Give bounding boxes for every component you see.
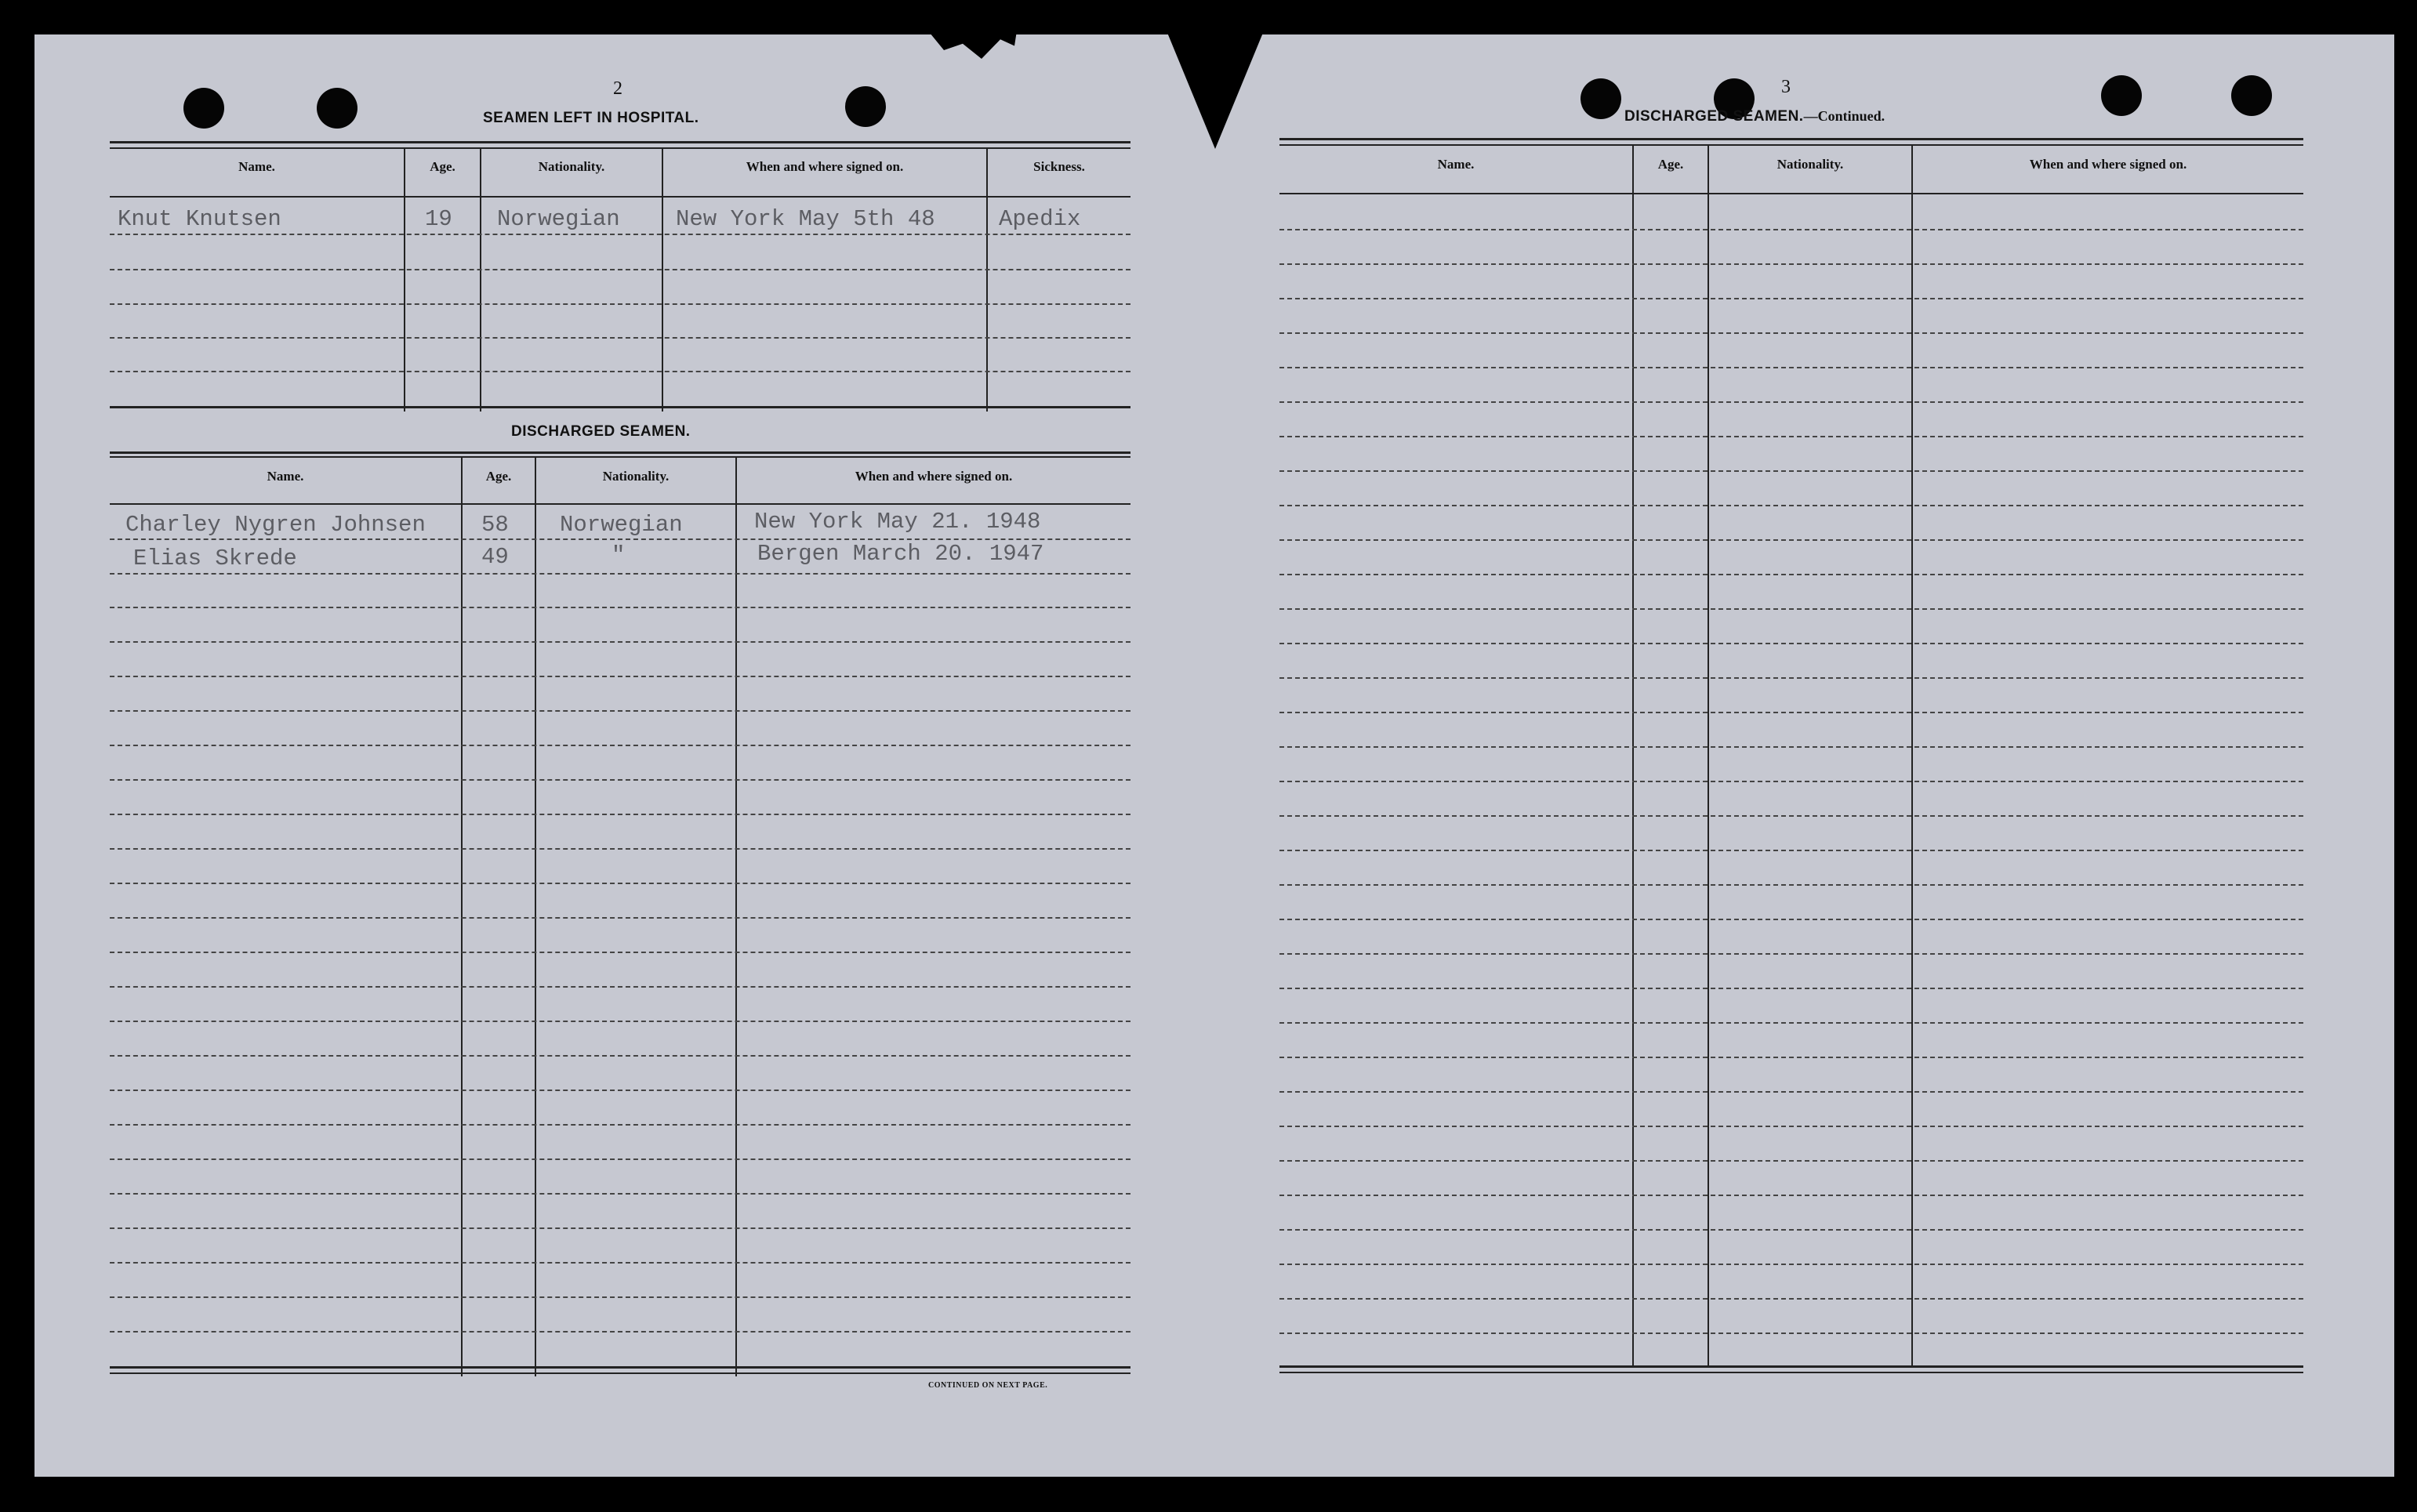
page-number: 3 xyxy=(1781,77,1791,97)
column-header-sickness: Sickness. xyxy=(1033,159,1085,174)
punch-hole xyxy=(2231,75,2272,116)
hospital-section-title: SEAMEN LEFT IN HOSPITAL. xyxy=(483,110,699,126)
table-cell-name: Knut Knutsen xyxy=(118,206,281,232)
column-header-signed-on: When and where signed on. xyxy=(855,469,1013,484)
discharged-section-title: DISCHARGED SEAMEN. xyxy=(511,423,691,440)
discharged-table xyxy=(110,451,1130,1376)
table-cell-name: Charley Nygren Johnsen xyxy=(125,512,426,538)
column-header-name: Name. xyxy=(267,469,304,484)
table-cell-nationality: Norwegian xyxy=(560,512,683,538)
table-cell-signed-on: New York May 21. 1948 xyxy=(754,509,1041,535)
column-header-age: Age. xyxy=(1657,157,1684,172)
table-cell-nationality: Norwegian xyxy=(497,206,620,232)
hospital-table xyxy=(110,141,1130,412)
table-cell-age: 49 xyxy=(481,544,509,570)
table-cell-sickness: Apedix xyxy=(999,206,1081,232)
continued-label: —Continued. xyxy=(1803,108,1885,124)
discharged-title-text: DISCHARGED SEAMEN. xyxy=(1624,108,1804,125)
discharged-continued-title xyxy=(1624,108,1885,125)
continued-footer: CONTINUED ON NEXT PAGE. xyxy=(928,1381,1048,1390)
column-header-name: Name. xyxy=(1437,157,1475,172)
punch-hole xyxy=(2101,75,2142,116)
table-cell-age: 19 xyxy=(425,206,452,232)
binding-notch xyxy=(1160,16,1270,149)
punch-hole xyxy=(183,88,224,129)
table-cell-age: 58 xyxy=(481,512,509,538)
column-header-nationality: Nationality. xyxy=(538,159,605,174)
table-cell-signed-on: New York May 5th 48 xyxy=(676,206,935,232)
table-cell-signed-on: Bergen March 20. 1947 xyxy=(757,541,1044,567)
table-cell-name: Elias Skrede xyxy=(133,546,297,571)
column-header-name: Name. xyxy=(238,159,275,174)
column-header-nationality: Nationality. xyxy=(602,469,670,484)
discharged-continued-table xyxy=(1279,138,2303,1384)
page-number: 2 xyxy=(613,78,622,99)
table-cell-nationality: " xyxy=(612,542,626,568)
column-header-age: Age. xyxy=(485,469,512,484)
column-header-signed-on: When and where signed on. xyxy=(2029,157,2187,172)
punch-hole xyxy=(317,88,357,129)
column-header-age: Age. xyxy=(430,159,455,174)
punch-hole xyxy=(1580,78,1621,119)
column-header-signed-on: When and where signed on. xyxy=(746,159,904,174)
column-header-nationality: Nationality. xyxy=(1776,157,1844,172)
punch-hole xyxy=(845,86,886,127)
